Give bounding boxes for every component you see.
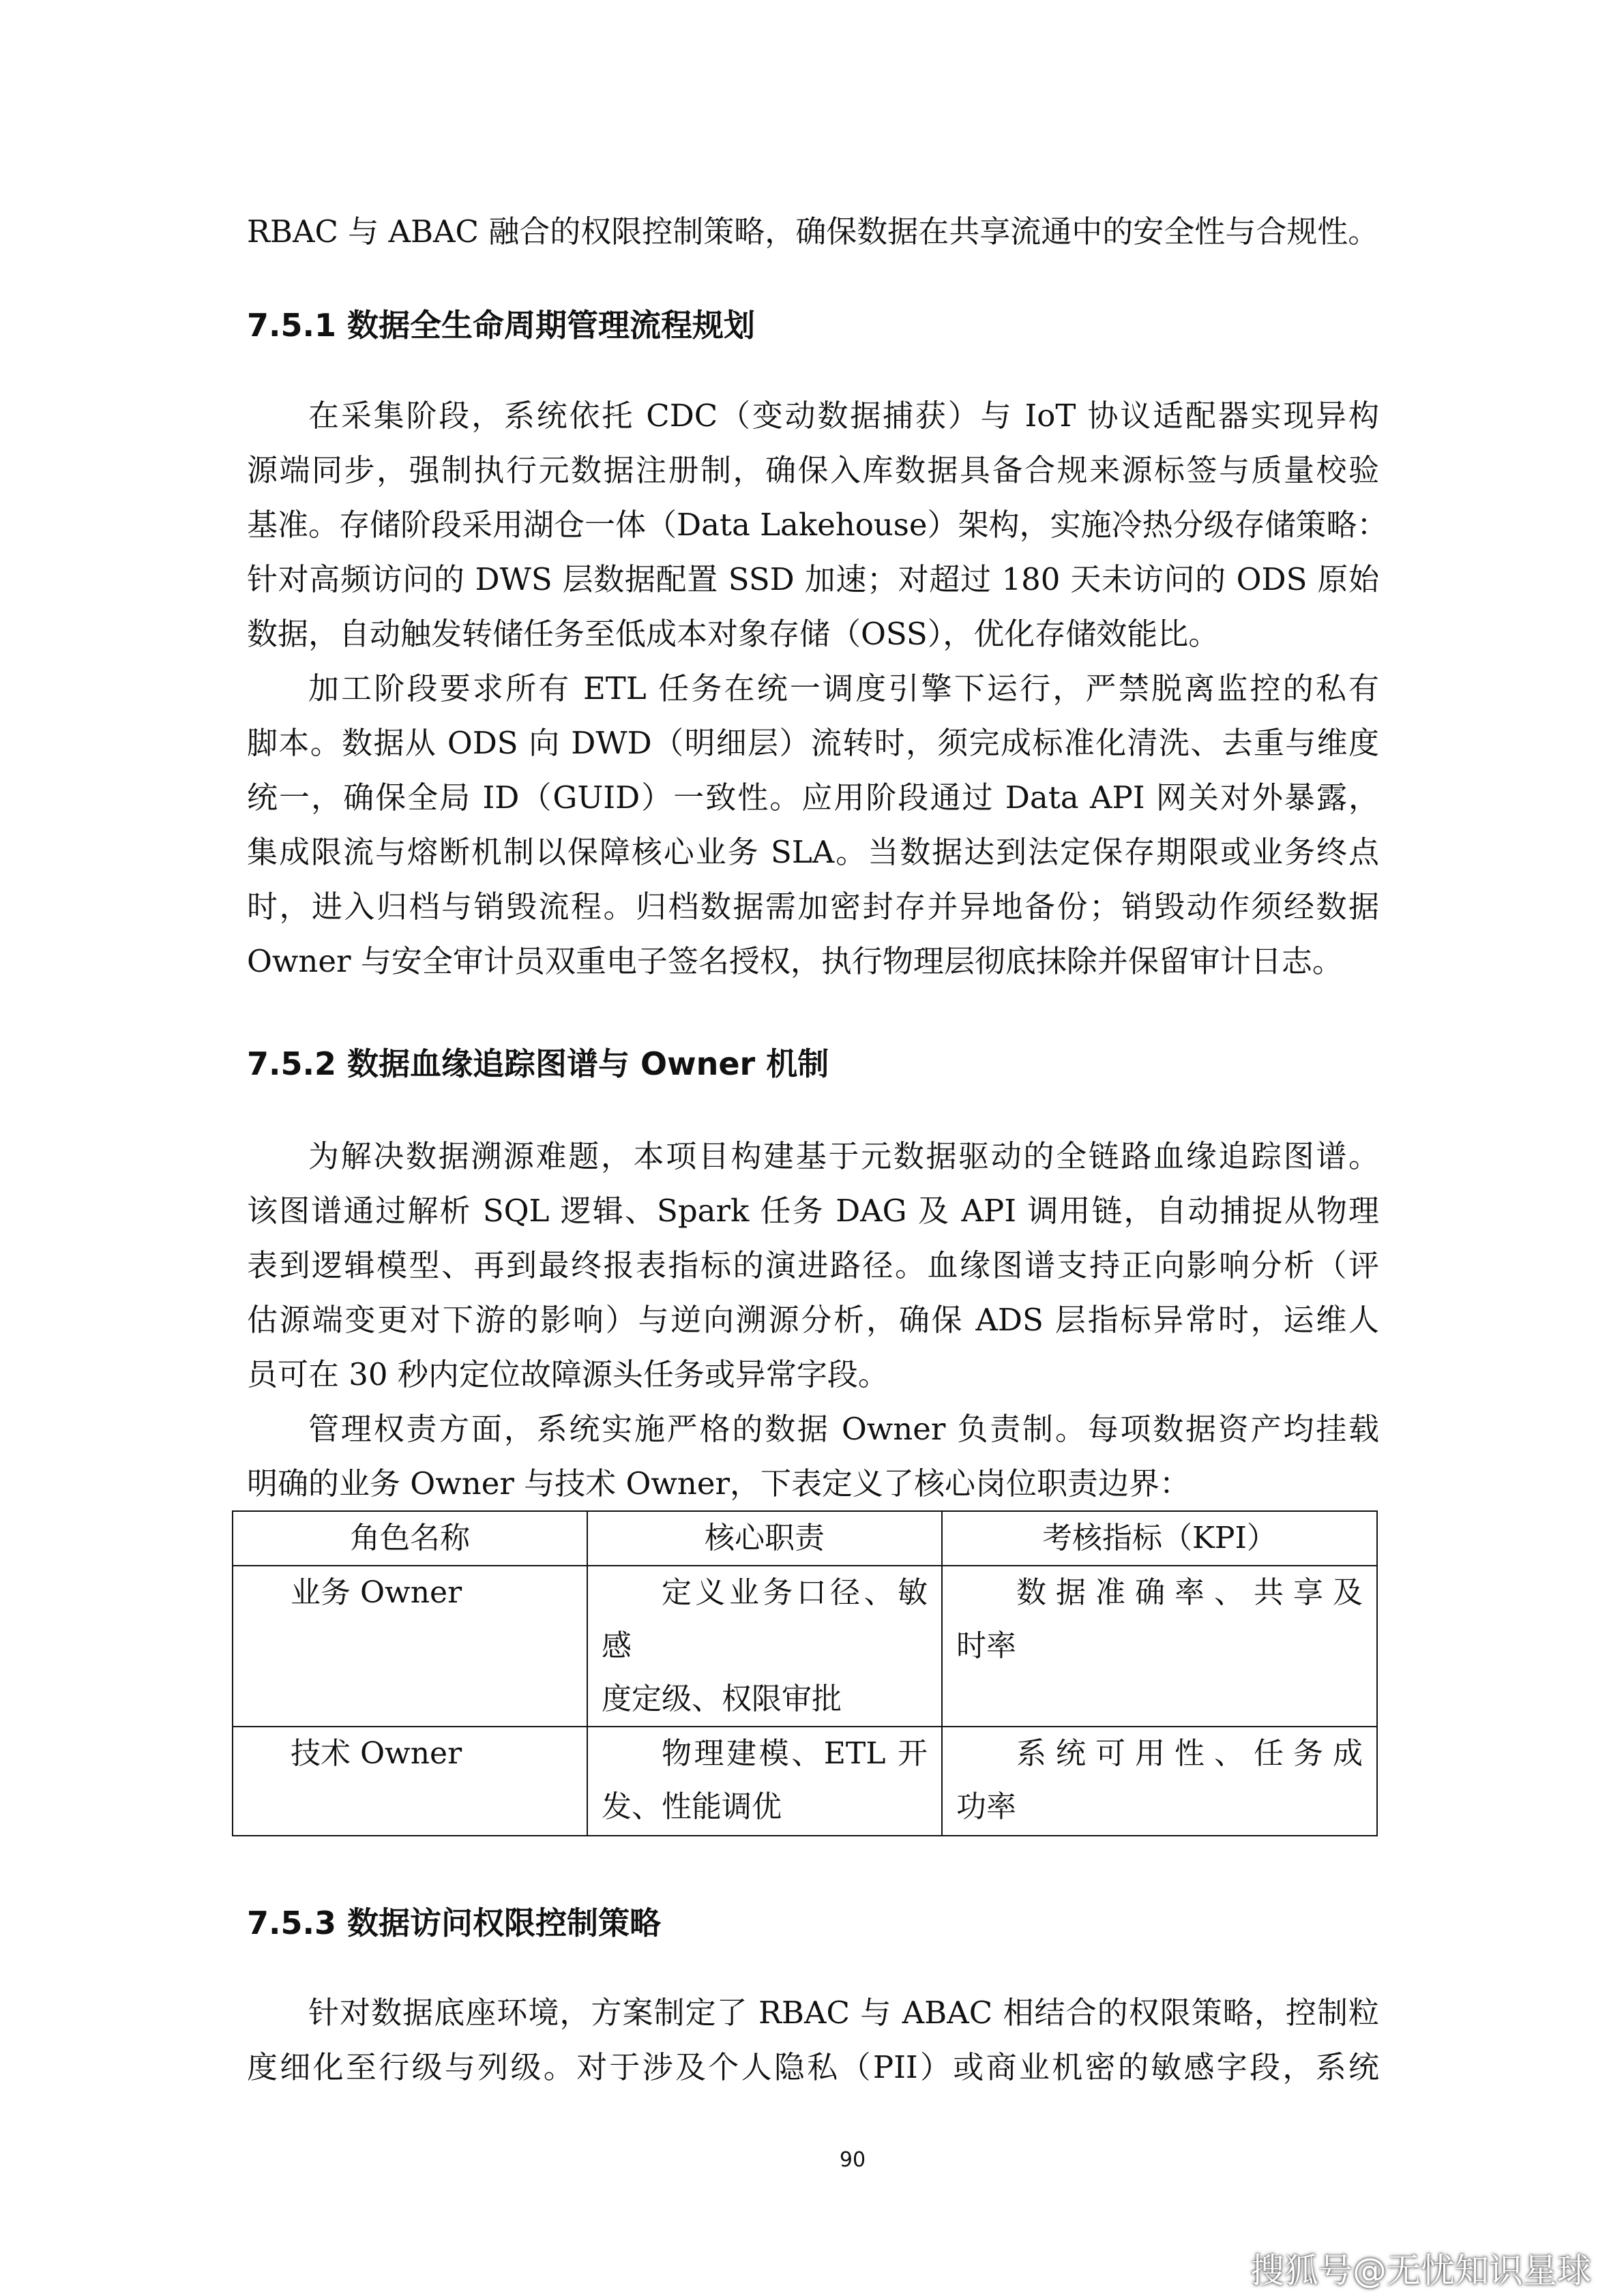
watermark: 搜狐号@无忧知识星球 — [1250, 2251, 1591, 2291]
text-line: 时，进入归档与销毁流程。归档数据需加密封存并异地备份；销毁动作须经数据 — [247, 889, 1379, 925]
table-cell-kpi — [942, 1727, 1377, 1836]
text-line: 表到逻辑模型、再到最终报表指标的演进路径。血缘图谱支持正向影响分析（评 — [247, 1247, 1379, 1283]
text-line: 基准。存储阶段采用湖仓一体（Data Lakehouse）架构，实施冷热分级存储策略： — [247, 507, 1388, 543]
text-line: 该图谱通过解析 SQL 逻辑、Spark 任务 DAG 及 API 调用链，自动捕捉从物理 — [247, 1193, 1379, 1229]
table-row — [233, 1727, 1377, 1836]
text-line: 针对高频访问的 DWS 层数据配置 SSD 加速；对超过 180 天未访问的 ODS 原始 — [247, 561, 1379, 597]
text-line: 员可在 30 秒内定位故障源头任务或异常字段。 — [247, 1356, 889, 1392]
responsibility-table — [232, 1510, 1378, 1836]
section-heading-7-5-1: 7.5.1 数据全生命周期管理流程规划 — [247, 307, 755, 344]
text-line: 源端同步，强制执行元数据注册制，确保入库数据具备合规来源标签与质量校验 — [247, 452, 1379, 488]
cell-line: 发、性能调优 — [602, 1789, 782, 1824]
cell-line: 定义业务口径、敏感 — [602, 1575, 928, 1663]
table-cell-duty — [587, 1727, 942, 1836]
table-header-row — [233, 1511, 1377, 1566]
page-number: 90 — [839, 2148, 866, 2172]
cell-line: 系统可用性、任务成 — [1016, 1736, 1363, 1771]
text-line: 针对数据底座环境，方案制定了 RBAC 与 ABAC 相结合的权限策略，控制粒 — [308, 1995, 1379, 2031]
intro-line: RBAC 与 ABAC 融合的权限控制策略，确保数据在共享流通中的安全性与合规性。 — [247, 213, 1379, 250]
cell-line: 功率 — [956, 1789, 1016, 1824]
text-line: 集成限流与熔断机制以保障核心业务 SLA。当数据达到法定保存期限或业务终点 — [247, 834, 1379, 870]
table-cell-role: 业务 Owner — [233, 1566, 587, 1727]
text-line: 度细化至行级与列级。对于涉及个人隐私（PII）或商业机密的敏感字段，系统 — [247, 2049, 1379, 2085]
cell-line: 时率 — [956, 1628, 1016, 1663]
cell-line: 度定级、权限审批 — [602, 1682, 842, 1716]
table-header-kpi: 考核指标（KPI） — [942, 1511, 1377, 1566]
table-cell-duty — [587, 1566, 942, 1727]
text-line: Owner 与安全审计员双重电子签名授权，执行物理层彻底抹除并保留审计日志。 — [247, 943, 1343, 979]
section-heading-7-5-3: 7.5.3 数据访问权限控制策略 — [247, 1905, 661, 1941]
table-cell-kpi — [942, 1566, 1377, 1727]
cell-line: 数据准确率、共享及 — [1016, 1575, 1363, 1610]
section-heading-7-5-2: 7.5.2 数据血缘追踪图谱与 Owner 机制 — [247, 1045, 829, 1082]
text-line: 统一，确保全局 ID（GUID）一致性。应用阶段通过 Data API 网关对外暴露， — [247, 779, 1379, 816]
text-line: 在采集阶段，系统依托 CDC（变动数据捕获）与 IoT 协议适配器实现异构 — [308, 398, 1379, 434]
table-header-role: 角色名称 — [233, 1511, 587, 1566]
table-cell-role: 技术 Owner — [233, 1727, 587, 1836]
table-row — [233, 1566, 1377, 1727]
cell-line: 物理建模、ETL 开 — [662, 1736, 928, 1771]
document-page — [247, 0, 1388, 2296]
text-line: 为解决数据溯源难题，本项目构建基于元数据驱动的全链路血缘追踪图谱。 — [308, 1138, 1379, 1174]
text-line: 管理权责方面，系统实施严格的数据 Owner 负责制。每项数据资产均挂载 — [308, 1411, 1379, 1447]
text-line: 数据，自动触发转储任务至低成本对象存储（OSS），优化存储效能比。 — [247, 616, 1220, 652]
text-line: 加工阶段要求所有 ETL 任务在统一调度引擎下运行，严禁脱离监控的私有 — [308, 670, 1379, 706]
table-header-duty: 核心职责 — [587, 1511, 942, 1566]
text-line: 估源端变更对下游的影响）与逆向溯源分析，确保 ADS 层指标异常时，运维人 — [247, 1302, 1379, 1338]
text-line: 明确的业务 Owner 与技术 Owner，下表定义了核心岗位职责边界： — [247, 1465, 1190, 1502]
text-line: 脚本。数据从 ODS 向 DWD（明细层）流转时，须完成标准化清洗、去重与维度 — [247, 725, 1379, 761]
